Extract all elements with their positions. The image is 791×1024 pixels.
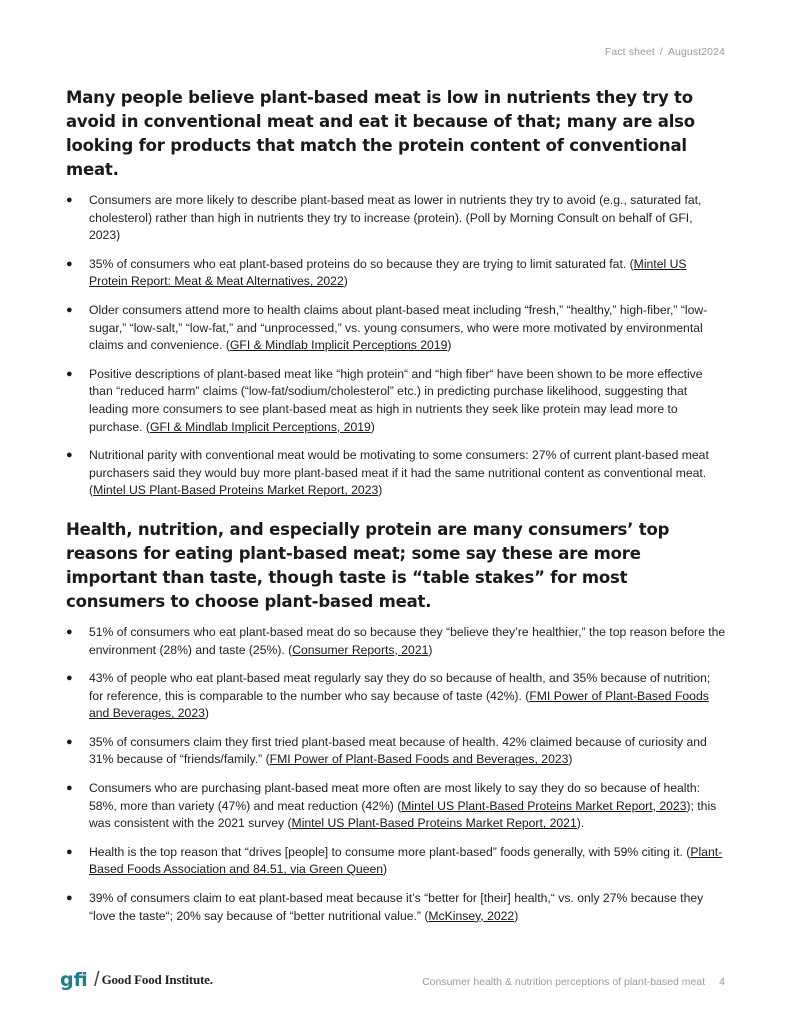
org-name: Good Food Institute. bbox=[101, 972, 213, 987]
bullet-icon: ● bbox=[66, 449, 73, 462]
bullet-icon: ● bbox=[66, 194, 73, 206]
bullet-tail: ) bbox=[370, 419, 375, 434]
bullet-list-health bbox=[66, 624, 726, 925]
bullet-tail: ) bbox=[204, 706, 209, 721]
section-heading-health: Health, nutrition, and especially protein are many consumers’ top reasons for eating plant-based meat; some say these are more important than taste, though taste is “table stakes” for most consumers to choose plant-based meat. bbox=[66, 519, 670, 611]
bullet-icon: ● bbox=[66, 782, 73, 795]
citation-link[interactable]: GFI & Mindlab Implicit Perceptions, 2019 bbox=[149, 419, 371, 434]
bullet-icon: ● bbox=[66, 625, 73, 638]
list-item bbox=[66, 734, 726, 769]
logo-slash: / bbox=[94, 968, 100, 991]
bullet-text: Positive descriptions of plant-based meat like “high protein“ and “high fiber“ have been shown to be more effective than “reduced harm” claims (“low-fat/sodium/cholesterol” etc.) in predicting purchase likelihood, suggesting that leading more consumers to see plant-based meat as high in nutrients they seek like protein may lead more to purchase. ( bbox=[89, 366, 703, 434]
bullet-icon: ● bbox=[66, 257, 73, 270]
bullet-text: Health is the top reason that “drives [people] to consume more plant-based” foods generally, with 59% citing it. ( bbox=[89, 844, 691, 859]
page-number: 4 bbox=[719, 976, 725, 988]
citation-link[interactable]: GFI & Mindlab Implicit Perceptions 2019 bbox=[229, 338, 448, 353]
bullet-text: Consumers are more likely to describe plant-based meat as lower in nutrients they try to avoid (e.g., saturated fat, cholesterol) rather than high in nutrients they try to increase (protein). (Poll by Morning Consult on behalf of GFI, 2023) bbox=[89, 193, 702, 243]
bullet-tail: ) bbox=[378, 483, 383, 498]
list-item bbox=[66, 302, 726, 355]
citation-link[interactable]: FMI Power of Plant-Based Foods and Beverages, 2023 bbox=[89, 688, 709, 721]
list-item bbox=[66, 256, 726, 291]
footer-doc-title: Consumer health & nutrition perceptions of plant-based meat bbox=[422, 976, 706, 988]
bullet-text: Older consumers attend more to health claims about plant-based meat including “fresh,” “healthy,” high-fiber,” “low-sugar,” “low-salt,” “low-fat,” and “unprocessed,” vs. young consumers, who were more motivated by environmental claims and convenience. ( bbox=[89, 302, 708, 353]
bullet-icon: ● bbox=[66, 367, 73, 380]
list-item bbox=[66, 670, 726, 723]
bullet-tail-2: ). bbox=[576, 816, 585, 831]
bullet-tail: ); this was consistent with the 2021 survey ( bbox=[89, 798, 717, 831]
list-item bbox=[66, 624, 726, 659]
list-item bbox=[66, 192, 726, 245]
bullet-text: 35% of consumers claim they first tried plant-based meat because of health. 42% claimed because of curiosity and 31% because of “friends/family.” ( bbox=[89, 734, 707, 767]
main-content bbox=[66, 86, 726, 936]
bullet-tail: ) bbox=[343, 274, 348, 289]
header-separator: / bbox=[659, 46, 663, 58]
bullet-tail: ) bbox=[447, 338, 452, 353]
bullet-icon: ● bbox=[66, 303, 73, 316]
list-item bbox=[66, 890, 726, 925]
citation-link[interactable]: FMI Power of Plant-Based Foods and Beverages, 2023 bbox=[269, 752, 569, 767]
list-item bbox=[66, 447, 726, 500]
citation-link[interactable]: Mintel US Plant-Based Proteins Market Report, 2023 bbox=[401, 798, 687, 813]
list-item bbox=[66, 366, 726, 436]
gfi-logo-text: gfi bbox=[60, 969, 88, 991]
page-footer bbox=[60, 967, 725, 997]
citation-link[interactable]: Mintel US Protein Report: Meat & Meat Alternatives, 2022 bbox=[89, 256, 687, 289]
page-header bbox=[605, 46, 725, 58]
citation-link[interactable]: Consumer Reports, 2021 bbox=[292, 642, 429, 657]
doc-date: August2024 bbox=[667, 46, 725, 58]
bullet-tail: ) bbox=[383, 862, 388, 877]
list-item bbox=[66, 844, 726, 879]
bullet-text: Nutritional parity with conventional meat would be motivating to some consumers: 27% of current plant-based meat purchasers said they would buy more plant-based meat if it had the same nutritional content as conventional meat. ( bbox=[89, 448, 709, 498]
bullet-tail: ) bbox=[428, 642, 433, 657]
doc-type: Fact sheet bbox=[604, 46, 655, 58]
citation-link[interactable]: McKinsey, 2022 bbox=[428, 908, 515, 923]
bullet-tail: ) bbox=[568, 752, 573, 767]
bullet-icon: ● bbox=[66, 892, 73, 905]
gfi-logo-mark-icon bbox=[60, 967, 92, 993]
bullet-text: 35% of consumers who eat plant-based proteins do so because they are trying to limit saturated fat. ( bbox=[89, 256, 634, 271]
bullet-text: Consumers who are purchasing plant-based meat more often are most likely to say they do so because of health: 58%, more than variety (47%) and meat reduction (42%) ( bbox=[89, 781, 701, 813]
bullet-text: 51% of consumers who eat plant-based meat do so because they “believe they’re healthier,” the top reason before the environment (28%) and taste (25%). ( bbox=[89, 624, 726, 657]
bullet-tail: ) bbox=[514, 908, 519, 923]
citation-link[interactable]: Mintel US Plant-Based Proteins Market Report, 2023 bbox=[93, 483, 379, 498]
citation-link-2[interactable]: Mintel US Plant-Based Proteins Market Report, 2021 bbox=[291, 816, 577, 831]
bullet-icon: ● bbox=[66, 845, 73, 858]
citation-link[interactable]: Plant-Based Foods Association and 84.51, via Green Queen bbox=[89, 844, 723, 877]
list-item bbox=[66, 780, 726, 833]
bullet-text: 43% of people who eat plant-based meat regularly say they do so because of health, and 35% because of nutrition; for reference, this is comparable to the number who say because of taste (42%). ( bbox=[89, 671, 711, 703]
bullet-list-nutrients bbox=[66, 192, 726, 500]
footer-doc-info bbox=[422, 976, 725, 988]
bullet-icon: ● bbox=[66, 672, 73, 685]
bullet-icon: ● bbox=[66, 735, 73, 748]
section-heading-nutrients: Many people believe plant-based meat is low in nutrients they try to avoid in conventional meat and eat it because of that; many are also looking for products that match the protein content of conventional meat. bbox=[66, 88, 695, 179]
bullet-text: 39% of consumers claim to eat plant-based meat because it’s “better for [their] health,“ vs. only 27% because they “love the taste“; 20% say because of “better nutritional value.” ( bbox=[89, 891, 704, 923]
gfi-logo[interactable] bbox=[60, 967, 213, 993]
